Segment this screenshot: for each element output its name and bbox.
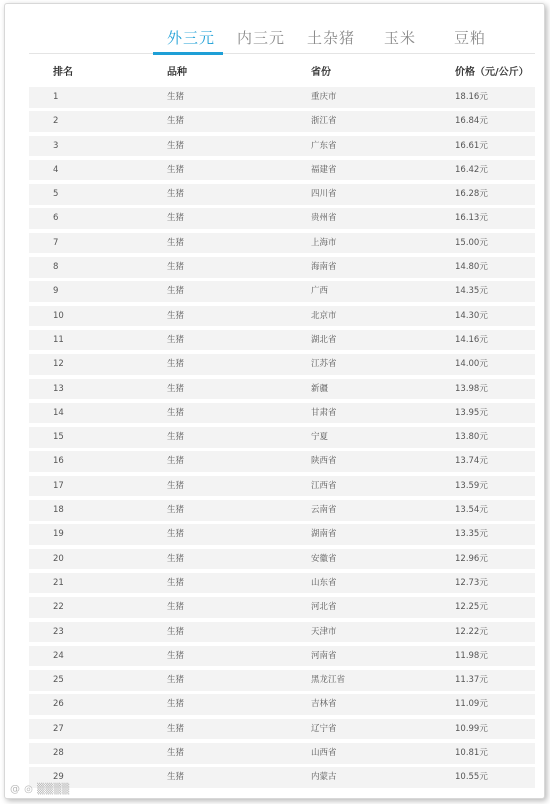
cell-price: 13.59元 [455, 480, 488, 491]
cell-rank: 16 [53, 456, 64, 467]
cell-price: 13.54元 [455, 505, 488, 516]
table-row [29, 646, 535, 667]
header-province: 省份 [311, 67, 331, 78]
cell-province: 广西 [311, 286, 329, 297]
cell-province: 辽宁省 [311, 723, 337, 734]
cell-province: 山西省 [311, 748, 337, 759]
cell-type: 生猪 [167, 577, 185, 588]
cell-rank: 3 [53, 140, 59, 151]
cell-type: 生猪 [167, 602, 185, 613]
cell-rank: 17 [53, 480, 64, 491]
table-row [29, 208, 535, 229]
table-row [29, 549, 535, 570]
cell-province: 海南省 [311, 262, 337, 273]
cell-province: 新疆 [311, 383, 329, 394]
cell-province: 北京市 [311, 310, 337, 321]
table-row [29, 281, 535, 302]
cell-price: 11.98元 [455, 650, 488, 661]
cell-province: 江西省 [311, 480, 337, 491]
cell-province: 吉林省 [311, 699, 337, 710]
cell-province: 内蒙古 [311, 772, 337, 783]
cell-rank: 6 [53, 213, 59, 224]
cell-rank: 23 [53, 626, 64, 637]
cell-type: 生猪 [167, 505, 185, 516]
cell-price: 15.00元 [455, 237, 488, 248]
cell-rank: 8 [53, 262, 59, 273]
table-row [29, 597, 535, 618]
watermark: @ ◎ ▒▒▒▒ [10, 784, 70, 795]
cell-type: 生猪 [167, 456, 185, 467]
table-row [29, 719, 535, 740]
cell-type: 生猪 [167, 748, 185, 759]
cell-rank: 20 [53, 553, 64, 564]
cell-type: 生猪 [167, 116, 185, 127]
table-row [29, 136, 535, 157]
cell-province: 天津市 [311, 626, 337, 637]
cell-price: 10.99元 [455, 723, 488, 734]
cell-rank: 26 [53, 699, 64, 710]
table-row [29, 160, 535, 181]
cell-province: 贵州省 [311, 213, 337, 224]
cell-price: 16.61元 [455, 140, 488, 151]
tab-wai-san-yuan[interactable]: 外三元 [167, 29, 216, 47]
table-row [29, 379, 535, 400]
cell-price: 12.96元 [455, 553, 488, 564]
cell-price: 13.74元 [455, 456, 488, 467]
cell-type: 生猪 [167, 189, 185, 200]
cell-price: 16.42元 [455, 164, 488, 175]
cell-rank: 15 [53, 432, 64, 443]
cell-province: 福建省 [311, 164, 337, 175]
cell-rank: 18 [53, 505, 64, 516]
header-price: 价格（元/公斤） [455, 67, 529, 78]
cell-type: 生猪 [167, 140, 185, 151]
cell-type: 生猪 [167, 383, 185, 394]
cell-type: 生猪 [167, 407, 185, 418]
cell-rank: 21 [53, 577, 64, 588]
tab-bar [5, 4, 544, 54]
cell-price: 13.95元 [455, 407, 488, 418]
table-header [29, 59, 535, 87]
table-row [29, 184, 535, 205]
table-row [29, 403, 535, 424]
table-row [29, 694, 535, 715]
cell-province: 湖南省 [311, 529, 337, 540]
cell-price: 13.98元 [455, 383, 488, 394]
cell-price: 12.22元 [455, 626, 488, 637]
cell-province: 安徽省 [311, 553, 337, 564]
cell-rank: 27 [53, 723, 64, 734]
cell-rank: 10 [53, 310, 64, 321]
cell-price: 16.84元 [455, 116, 488, 127]
cell-price: 11.37元 [455, 675, 488, 686]
cell-type: 生猪 [167, 213, 185, 224]
tab-yu-mi[interactable]: 玉米 [384, 29, 417, 47]
cell-rank: 11 [53, 334, 64, 345]
cell-price: 14.00元 [455, 359, 488, 370]
table-row [29, 573, 535, 594]
tab-nei-san-yuan[interactable]: 内三元 [237, 29, 286, 47]
cell-price: 16.13元 [455, 213, 488, 224]
tab-tu-za-zhu[interactable]: 土杂猪 [307, 29, 356, 47]
cell-type: 生猪 [167, 359, 185, 370]
cell-price: 11.09元 [455, 699, 488, 710]
cell-rank: 22 [53, 602, 64, 613]
cell-province: 陕西省 [311, 456, 337, 467]
cell-price: 13.35元 [455, 529, 488, 540]
cell-type: 生猪 [167, 650, 185, 661]
cell-price: 12.25元 [455, 602, 488, 613]
cell-price: 12.73元 [455, 577, 488, 588]
table-body [29, 87, 535, 792]
cell-rank: 19 [53, 529, 64, 540]
table-row [29, 330, 535, 351]
table-row [29, 427, 535, 448]
cell-price: 14.80元 [455, 262, 488, 273]
active-tab-indicator [153, 52, 223, 55]
table-row [29, 743, 535, 764]
tab-divider [29, 53, 535, 54]
table-row [29, 500, 535, 521]
header-rank: 排名 [53, 67, 73, 78]
table-row [29, 354, 535, 375]
table-row [29, 111, 535, 132]
table-row [29, 524, 535, 545]
cell-price: 13.80元 [455, 432, 488, 443]
table-row [29, 670, 535, 691]
cell-rank: 9 [53, 286, 59, 297]
cell-type: 生猪 [167, 529, 185, 540]
table-row [29, 306, 535, 327]
cell-rank: 2 [53, 116, 59, 127]
cell-province: 江苏省 [311, 359, 337, 370]
cell-province: 广东省 [311, 140, 337, 151]
cell-rank: 24 [53, 650, 64, 661]
cell-type: 生猪 [167, 334, 185, 345]
cell-province: 上海市 [311, 237, 337, 248]
cell-price: 14.35元 [455, 286, 488, 297]
cell-rank: 29 [53, 772, 64, 783]
cell-province: 甘肃省 [311, 407, 337, 418]
table-row [29, 622, 535, 643]
cell-province: 山东省 [311, 577, 337, 588]
cell-type: 生猪 [167, 286, 185, 297]
cell-price: 18.16元 [455, 92, 488, 102]
cell-type: 生猪 [167, 310, 185, 321]
cell-rank: 28 [53, 748, 64, 759]
cell-province: 河北省 [311, 602, 337, 613]
cell-province: 河南省 [311, 650, 337, 661]
cell-province: 四川省 [311, 189, 337, 200]
table-row [29, 233, 535, 254]
cell-type: 生猪 [167, 432, 185, 443]
cell-price: 14.30元 [455, 310, 488, 321]
header-type: 品种 [167, 67, 187, 78]
cell-type: 生猪 [167, 772, 185, 783]
cell-type: 生猪 [167, 723, 185, 734]
cell-rank: 13 [53, 383, 64, 394]
cell-rank: 12 [53, 359, 64, 370]
cell-type: 生猪 [167, 626, 185, 637]
table-row [29, 767, 535, 788]
cell-province: 云南省 [311, 505, 337, 516]
cell-rank: 7 [53, 237, 59, 248]
cell-rank: 25 [53, 675, 64, 686]
cell-rank: 4 [53, 164, 59, 175]
cell-price: 16.28元 [455, 189, 488, 200]
cell-type: 生猪 [167, 675, 185, 686]
cell-rank: 5 [53, 189, 59, 200]
cell-price: 10.55元 [455, 772, 488, 783]
cell-province: 黑龙江省 [311, 675, 346, 686]
cell-type: 生猪 [167, 262, 185, 273]
cell-province: 湖北省 [311, 334, 337, 345]
cell-type: 生猪 [167, 553, 185, 564]
cell-type: 生猪 [167, 237, 185, 248]
cell-province: 重庆市 [311, 92, 337, 102]
cell-type: 生猪 [167, 164, 185, 175]
table-row [29, 87, 535, 108]
cell-province: 浙江省 [311, 116, 337, 127]
cell-price: 14.16元 [455, 334, 488, 345]
table-row [29, 476, 535, 497]
cell-province: 宁夏 [311, 432, 329, 443]
cell-type: 生猪 [167, 699, 185, 710]
cell-type: 生猪 [167, 92, 185, 102]
cell-rank: 1 [53, 92, 59, 102]
price-panel [4, 3, 545, 799]
cell-rank: 14 [53, 407, 64, 418]
cell-type: 生猪 [167, 480, 185, 491]
table-row [29, 257, 535, 278]
table-row [29, 451, 535, 472]
cell-price: 10.81元 [455, 748, 488, 759]
tab-dou-po[interactable]: 豆粕 [454, 29, 487, 47]
